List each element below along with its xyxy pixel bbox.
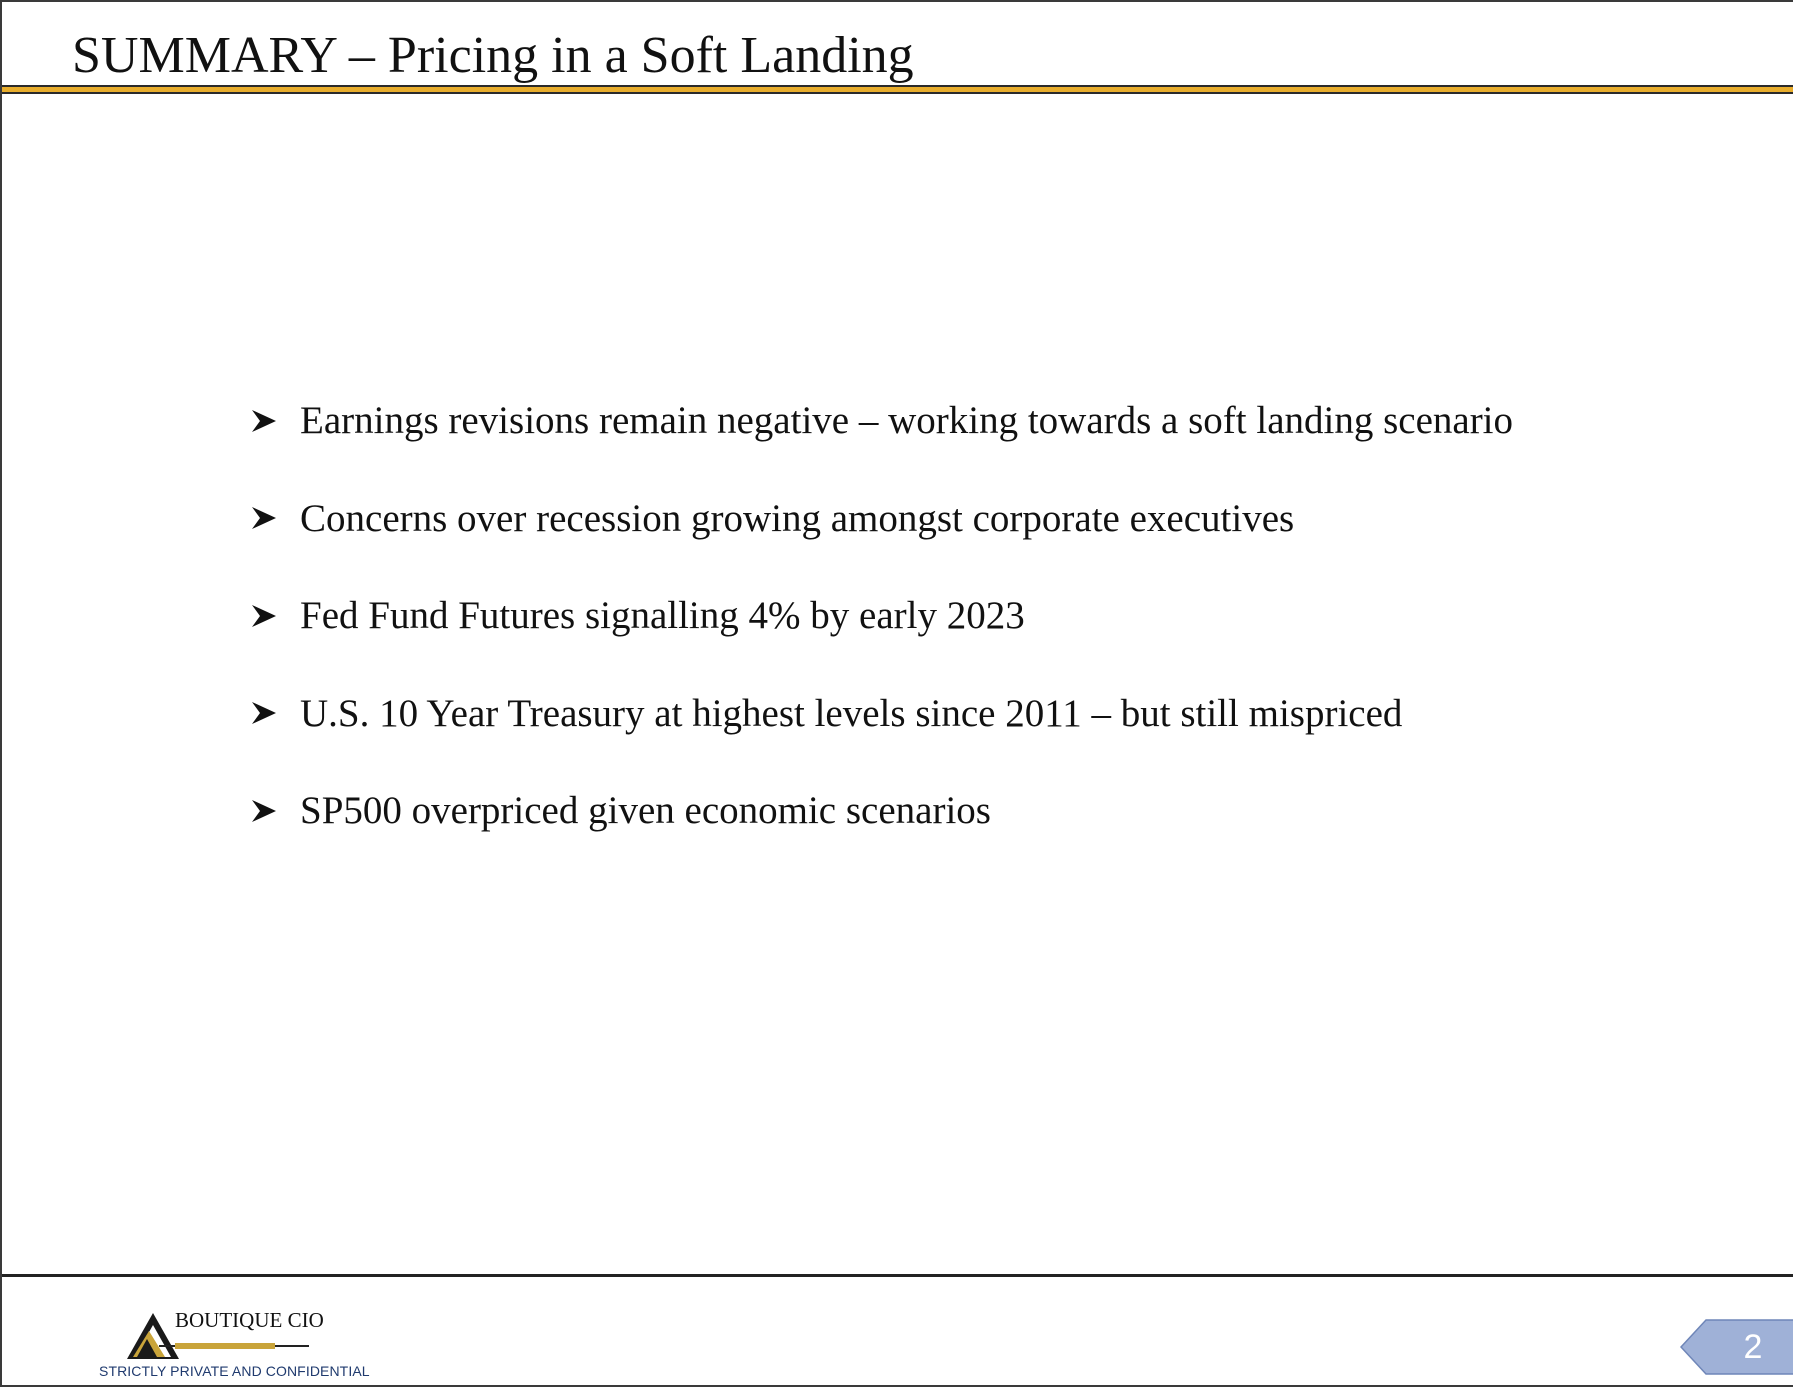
triangle-logo-icon	[125, 1311, 181, 1361]
bullet-text: Earnings revisions remain negative – working towards a soft landing scenario	[300, 399, 1514, 443]
confidentiality-notice: STRICTLY PRIVATE AND CONFIDENTIAL	[99, 1363, 370, 1379]
bullet-item	[250, 665, 1513, 763]
arrowhead-bullet-icon	[250, 797, 278, 825]
page-number-badge	[1680, 1319, 1793, 1375]
page-number: 2	[1743, 1328, 1763, 1366]
logo-gold-band	[175, 1343, 275, 1349]
company-logo	[125, 1307, 325, 1367]
bullet-text: Concerns over recession growing amongst corporate executives	[300, 496, 1295, 540]
arrowhead-bullet-icon	[250, 504, 278, 532]
bullet-item	[250, 567, 1513, 665]
bullet-item	[250, 762, 1513, 860]
footer-divider	[2, 1274, 1793, 1277]
arrowhead-bullet-icon	[250, 407, 278, 435]
bullet-list	[250, 372, 1513, 860]
bullet-item	[250, 372, 1513, 470]
bullet-text: Fed Fund Futures signalling 4% by early 2023	[300, 594, 1025, 638]
arrowhead-bullet-icon	[250, 699, 278, 727]
bullet-item	[250, 470, 1513, 568]
page-title: SUMMARY – Pricing in a Soft Landing	[72, 27, 914, 84]
bullet-text: SP500 overpriced given economic scenarios	[300, 789, 991, 833]
arrowhead-bullet-icon	[250, 602, 278, 630]
logo-name: BOUTIQUE CIO	[175, 1308, 324, 1332]
bullet-text: U.S. 10 Year Treasury at highest levels since 2011 – but still mispriced	[300, 691, 1403, 735]
title-divider	[2, 85, 1793, 94]
